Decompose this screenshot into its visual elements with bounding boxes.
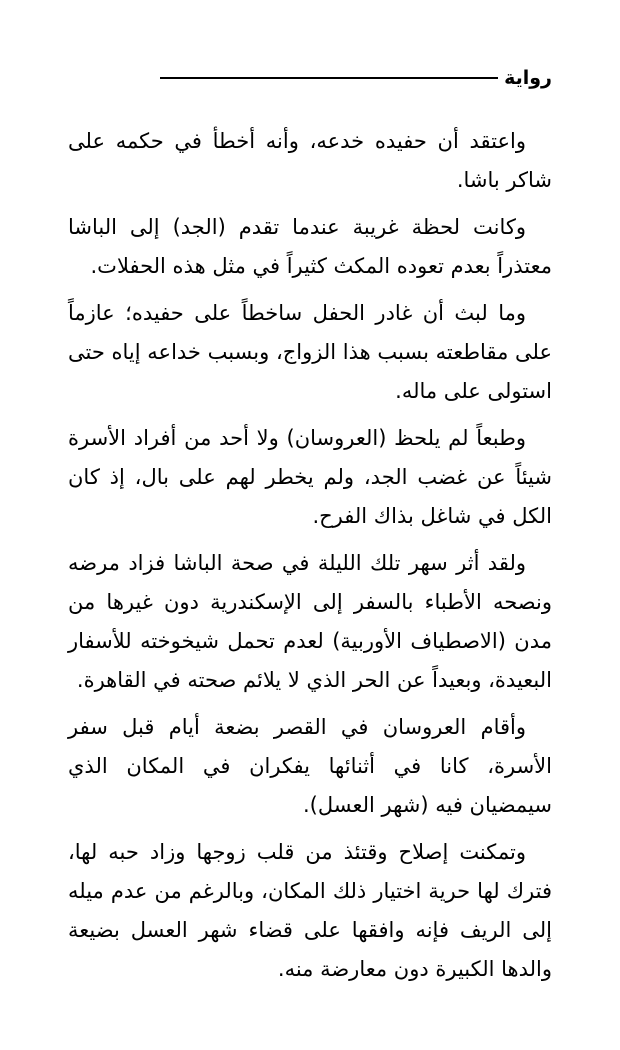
running-header — [160, 62, 552, 94]
paragraph-4: وطبعاً لم يلحظ (العروسان) ولا أحد من أفراد الأسرة شيئاً عن غضب الجد، ولم يخطر لهم على بال، إذ كان الكل في شاغل بذاك الفرح. — [68, 426, 552, 528]
paragraph-1: واعتقد أن حفيده خدعه، وأنه أخطأ في حكمه على شاكر باشا. — [68, 129, 552, 192]
header-rule — [160, 77, 498, 79]
paragraph-7: وتمكنت إصلاح وقتئذ من قلب زوجها وزاد حبه لها، فترك لها حرية اختيار ذلك المكان، وبالرغم من عدم ميله إلى الريف فإنه وافقها على قضاء شهر العسل بضيعة والدها الكبيرة دون معارضة منه. — [68, 840, 552, 981]
body-text — [68, 122, 552, 997]
section-label: رواية — [504, 67, 552, 89]
paragraph-3: وما لبث أن غادر الحفل ساخطاً على حفيده؛ عازماً على مقاطعته بسبب هذا الزواج، وبسبب خداعه إياه حتى استولى على ماله. — [68, 301, 552, 403]
paragraph-2: وكانت لحظة غريبة عندما تقدم (الجد) إلى الباشا معتذراً بعدم تعوده المكث كثيراً في مثل هذه الحفلات. — [68, 215, 552, 278]
paragraph-6: وأقام العروسان في القصر بضعة أيام قبل سفر الأسرة، كانا في أثنائها يفكران في المكان الذي سيمضيان فيه (شهر العسل). — [68, 715, 552, 817]
paragraph-5: ولقد أثر سهر تلك الليلة في صحة الباشا فزاد مرضه ونصحه الأطباء بالسفر إلى الإسكندرية دون غيرها من مدن (الاصطياف الأوربية) لعدم تحمل شيخوخته للأسفار البعيدة، وبعيداً عن الحر الذي لا يلائم صحته في القاهرة. — [68, 551, 552, 692]
